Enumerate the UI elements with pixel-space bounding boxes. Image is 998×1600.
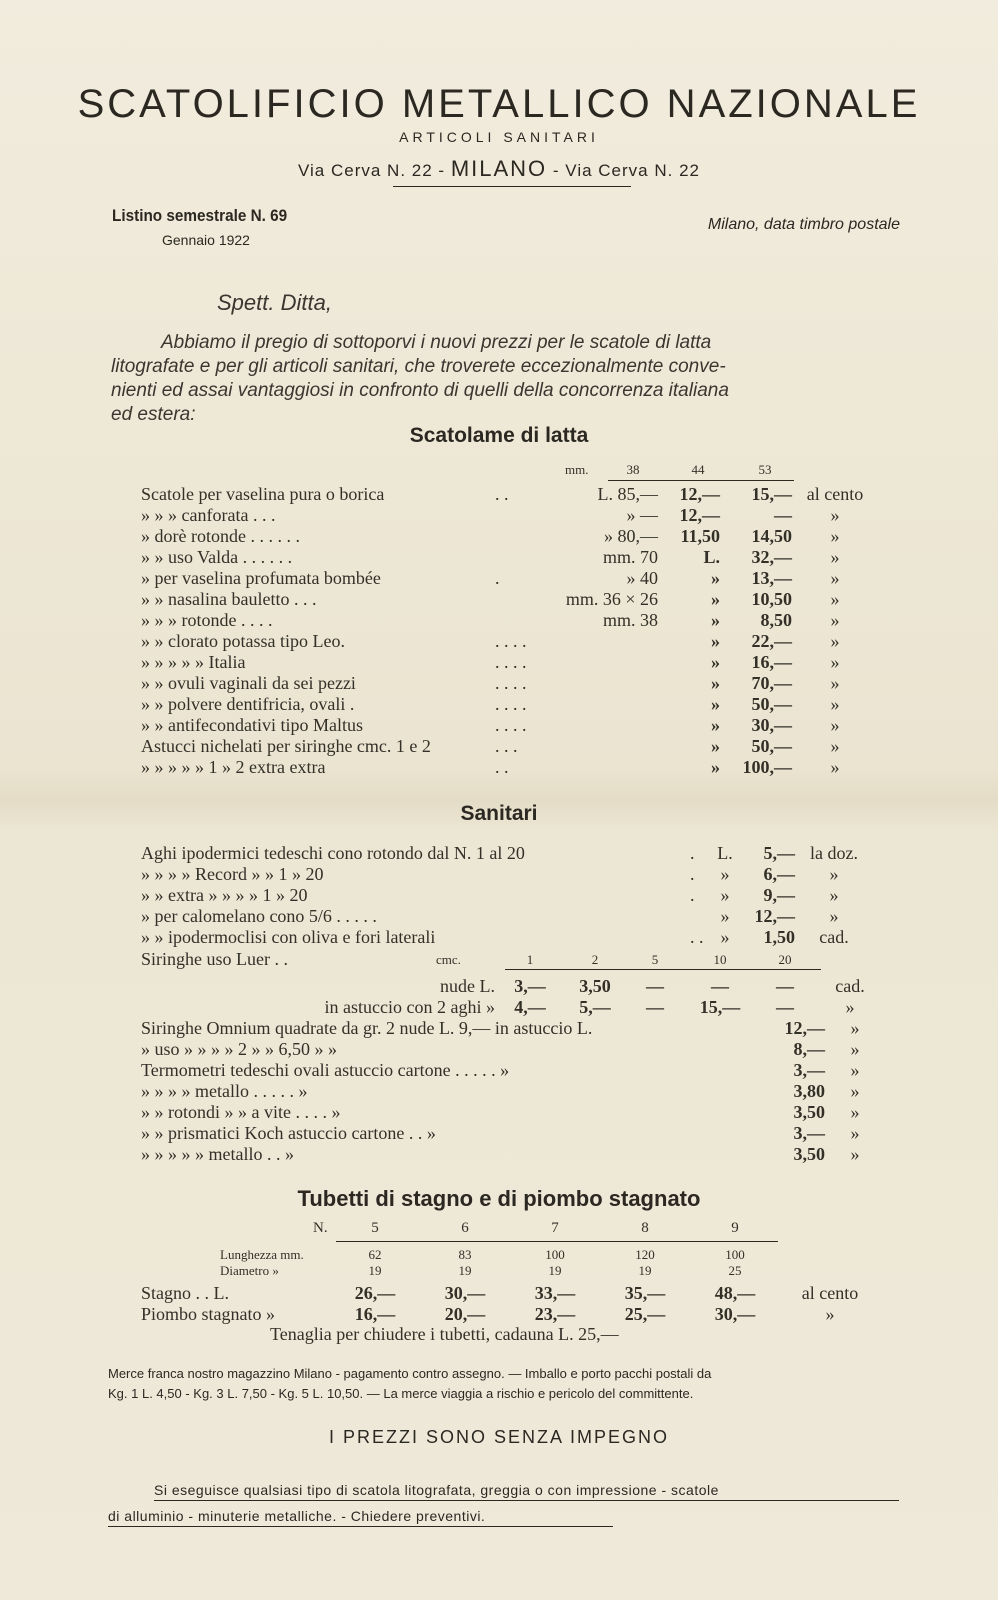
scatolame-row-dots: . . . .: [495, 673, 527, 693]
tubetti-stagno-price: 48,—: [714, 1283, 756, 1303]
company-address: [0, 156, 998, 182]
luer-row-value: 3,50: [579, 976, 611, 996]
sanitari-row-unit: cad.: [819, 927, 849, 947]
section-title-tubetti: Tubetti di stagno e di piombo stagnato: [297, 1186, 701, 1211]
scatolame-row-label: » » » canforata . . .: [141, 505, 276, 525]
tubetti-length: 100: [545, 1247, 565, 1262]
scatolame-row-dots: . . . .: [495, 694, 527, 714]
scatolame-row-col1: » —: [626, 505, 658, 525]
tubetti-piombo-price: 25,—: [624, 1304, 666, 1324]
tubetti-diameter: 19: [458, 1263, 472, 1278]
ad-line-2: di alluminio - minuterie metalliche. - Chiedere preventivi.: [108, 1508, 486, 1524]
place-date: Milano, data timbro postale: [707, 216, 900, 233]
ad-underline-2: [108, 1526, 613, 1527]
scatolame-row-unit: »: [830, 715, 840, 735]
luer-row-label: in astuccio con 2 aghi »: [324, 997, 495, 1017]
sanitari-row-price: 9,—: [763, 885, 795, 905]
scatolame-row-unit: »: [830, 631, 840, 651]
letter-line-1: Abbiamo il pregio di sottoporvi i nuovi prezzi per le scatole di latta: [161, 332, 712, 353]
scatolame-row-col2: »: [711, 568, 720, 588]
tenaglia-line: Tenaglia per chiudere i tubetti, cadauna L. 25,—: [270, 1324, 619, 1344]
scatolame-row-label: » » » » » Italia: [141, 652, 246, 672]
luer-label: Siringhe uso Luer . .: [141, 949, 288, 969]
sanitari-row-price: 5,—: [763, 843, 795, 863]
sanitari-row-dots: .: [690, 864, 695, 884]
sanitari-row-price: 12,—: [754, 906, 795, 926]
scatolame-row-label: » dorè rotonde . . . . . .: [141, 526, 300, 546]
scatolame-row-col3: 30,—: [751, 715, 792, 735]
tubetti-stagno-price: 30,—: [444, 1283, 486, 1303]
scatolame-row-col2: L.: [703, 547, 720, 567]
scatolame-row-dots: . . . .: [495, 715, 527, 735]
scatolame-row-col3: 13,—: [751, 568, 792, 588]
tubetti-col: 5: [371, 1220, 379, 1236]
sanitari-row-label: Aghi ipodermici tedeschi cono rotondo dal N. 1 al 20: [141, 843, 525, 863]
sanitari-row-unit: la doz.: [810, 843, 858, 863]
tubetti-piombo-price: 30,—: [714, 1304, 756, 1324]
sanitari-row-label: » uso » » » » 2 » » 6,50 » »: [141, 1039, 338, 1059]
sanitari-row-currency: »: [720, 885, 730, 905]
scatolame-row-col3: 14,50: [751, 526, 792, 546]
tubetti-stagno-price: 35,—: [624, 1283, 666, 1303]
scatolame-row-label: » » clorato potassa tipo Leo.: [141, 631, 345, 651]
scatolame-row-unit: »: [830, 694, 840, 714]
sanitari-row-dots: .: [690, 843, 695, 863]
tubetti-piombo-price: 16,—: [354, 1304, 396, 1324]
tubetti-col: 8: [641, 1220, 649, 1236]
scatolame-row-label: » » » rotonde . . . .: [141, 610, 273, 630]
scatolame-row-unit: »: [830, 505, 840, 525]
company-name: SCATOLIFICIO METALLICO NAZIONALE: [77, 82, 921, 126]
tubetti-stagno-unit: al cento: [801, 1283, 859, 1303]
salutation: Spett. Ditta,: [217, 290, 332, 315]
sanitari-row-label: Siringhe Omnium quadrate da gr. 2 nude L. 9,— in astuccio L.: [141, 1018, 593, 1038]
scatolame-row-dots: . .: [495, 757, 509, 777]
sanitari-row-currency: »: [720, 864, 730, 884]
scatolame-row-col1: » 80,—: [604, 526, 658, 546]
scatolame-row-label: » » nasalina bauletto . . .: [141, 589, 317, 609]
scatolame-row-label: » » » » » 1 » 2 extra extra: [141, 757, 326, 777]
luer-row-value: 5,—: [579, 997, 611, 1017]
tubetti-n-label: N.: [313, 1220, 328, 1236]
scatolame-row-col3: 50,—: [751, 694, 792, 714]
scatolame-row-col1: mm. 38: [602, 610, 658, 630]
sanitari-row-price: 8,—: [793, 1039, 825, 1059]
luer-col-1: 1: [526, 952, 534, 967]
scatolame-row-col2: »: [711, 673, 720, 693]
sanitari-row-price: 3,50: [793, 1144, 825, 1164]
sanitari-row-unit: »: [850, 1102, 860, 1122]
scatolame-row-label: » » ovuli vaginali da sei pezzi: [141, 673, 356, 693]
tubetti-stagno-label: Stagno . . L.: [141, 1283, 229, 1303]
scatolame-row-col2: »: [711, 631, 720, 651]
luer-row-value: —: [776, 997, 794, 1017]
tubetti-col: 9: [731, 1220, 739, 1236]
tubetti-diameter: 19: [638, 1263, 652, 1278]
scatolame-row-col3: 70,—: [751, 673, 792, 693]
section-title-scatolame: Scatolame di latta: [409, 424, 589, 447]
sanitari-row-dots: . .: [690, 927, 704, 947]
scatolame-head-38: 38: [626, 462, 640, 477]
luer-col-2: 2: [591, 952, 599, 967]
luer-row-value: 15,—: [699, 997, 741, 1017]
scatolame-row-col2: 11,50: [680, 526, 720, 546]
luer-row-value: —: [711, 976, 729, 996]
scatolame-row-col2: »: [711, 652, 720, 672]
luer-col-10: 10: [713, 952, 727, 967]
scatolame-row-label: » » polvere dentifricia, ovali .: [141, 694, 355, 714]
scatolame-row-col3: 32,—: [751, 547, 792, 567]
sanitari-row-label: » » extra » » » » 1 » 20: [141, 885, 308, 905]
letter-line-4: ed estera:: [111, 404, 196, 425]
scatolame-row-col2: »: [711, 715, 720, 735]
no-commitment-notice: I PREZZI SONO SENZA IMPEGNO: [328, 1427, 670, 1447]
scatolame-row-col2: 12,—: [679, 505, 720, 525]
sanitari-row-price: 6,—: [763, 864, 795, 884]
luer-row-value: —: [646, 997, 664, 1017]
tubetti-diameter: 19: [548, 1263, 562, 1278]
scatolame-row-col3: 10,50: [751, 589, 792, 609]
scatolame-row-unit: »: [830, 610, 840, 630]
scatolame-row-label: Astucci nichelati per siringhe cmc. 1 e 2: [141, 736, 431, 756]
scatolame-row-unit: »: [830, 736, 840, 756]
tubetti-piombo-price: 23,—: [534, 1304, 576, 1324]
sanitari-row-unit: »: [829, 864, 839, 884]
sanitari-row-price: 1,50: [763, 927, 795, 947]
tubetti-piombo-label: Piombo stagnato »: [141, 1304, 275, 1324]
luer-col-20: 20: [778, 952, 792, 967]
tubetti-length: 62: [368, 1247, 382, 1262]
tubetti-diameter: 19: [368, 1263, 382, 1278]
sanitari-row-label: Termometri tedeschi ovali astuccio cartone . . . . . »: [141, 1060, 510, 1080]
scatolame-row-unit: »: [830, 568, 840, 588]
sanitari-row-unit: »: [850, 1123, 860, 1143]
scatolame-row-col1: mm. 36 × 26: [565, 589, 658, 609]
address-left: Via Cerva N. 22 -: [298, 161, 446, 180]
luer-row-unit: cad.: [835, 976, 865, 996]
scatolame-head-mm: mm.: [565, 462, 589, 477]
letter-line-2: litografate e per gli articoli sanitari, che troverete eccezionalmente conve-: [111, 356, 726, 377]
header-rule: [393, 186, 631, 187]
scatolame-row-dots: . . .: [495, 736, 518, 756]
tubetti-length: 120: [635, 1247, 655, 1262]
sanitari-row-unit: »: [829, 906, 839, 926]
ad-line-1: Si eseguisce qualsiasi tipo di scatola litografata, greggia o con impressione - scatole: [154, 1482, 719, 1498]
scatolame-row-col3: 50,—: [751, 736, 792, 756]
scatolame-row-col1: mm. 70: [602, 547, 658, 567]
sanitari-row-price: 3,—: [793, 1123, 825, 1143]
sanitari-row-unit: »: [850, 1060, 860, 1080]
address-city: MILANO: [450, 156, 548, 181]
sanitari-row-price: 3,80: [793, 1081, 825, 1101]
scatolame-row-label: » per vaselina profumata bombée: [141, 568, 381, 588]
scatolame-row-col3: 15,—: [751, 484, 792, 504]
sanitari-row-unit: »: [850, 1081, 860, 1101]
scatolame-row-col3: 22,—: [751, 631, 792, 651]
luer-col-5: 5: [651, 952, 659, 967]
scatolame-row-col2: »: [711, 610, 720, 630]
luer-row-value: 3,—: [514, 976, 546, 996]
tubetti-head-rule: [336, 1241, 778, 1242]
sanitari-row-label: » » rotondi » » a vite . . . . »: [141, 1102, 341, 1122]
scatolame-row-col1: L. 85,—: [597, 484, 658, 504]
tubetti-col: 6: [461, 1220, 469, 1236]
luer-row-value: —: [776, 976, 794, 996]
tubetti-length: 83: [458, 1247, 472, 1262]
scatolame-row-col2: »: [711, 736, 720, 756]
luer-row-value: —: [646, 976, 664, 996]
sanitari-row-unit: »: [850, 1018, 860, 1038]
tubetti-diameter-label: Diametro »: [220, 1263, 279, 1278]
section-title-sanitari: Sanitari: [460, 802, 538, 825]
scatolame-row-col2: »: [711, 694, 720, 714]
scatolame-row-unit: »: [830, 547, 840, 567]
scatolame-row-col3: 100,—: [742, 757, 792, 777]
scatolame-row-unit: »: [830, 757, 840, 777]
tubetti-col: 7: [551, 1220, 559, 1236]
sanitari-row-currency: »: [720, 927, 730, 947]
tubetti-length: 100: [725, 1247, 745, 1262]
sanitari-row-currency: L.: [717, 843, 733, 863]
scatolame-row-label: » » antifecondativi tipo Maltus: [141, 715, 363, 735]
sanitari-row-price: 3,50: [793, 1102, 825, 1122]
sanitari-row-label: » » » » metallo . . . . . »: [141, 1081, 308, 1101]
scatolame-row-dots: . .: [495, 484, 509, 504]
luer-row-unit: »: [845, 997, 855, 1017]
luer-row-value: 4,—: [514, 997, 546, 1017]
tubetti-stagno-price: 26,—: [354, 1283, 396, 1303]
ad-underline-1: [154, 1500, 899, 1501]
list-date: Gennaio 1922: [162, 232, 250, 248]
sanitari-row-label: » per calomelano cono 5/6 . . . . .: [141, 906, 377, 926]
scatolame-row-col2: »: [711, 757, 720, 777]
scatolame-row-col3: 8,50: [760, 610, 792, 630]
address-right: - Via Cerva N. 22: [552, 161, 700, 180]
sanitari-row-unit: »: [829, 885, 839, 905]
company-subtitle: ARTICOLI SANITARI: [399, 129, 599, 145]
tubetti-stagno-price: 33,—: [534, 1283, 576, 1303]
scatolame-row-col2: 12,—: [679, 484, 720, 504]
scatolame-row-col3: —: [774, 505, 792, 525]
tubetti-piombo-price: 20,—: [444, 1304, 486, 1324]
sanitari-row-dots: .: [690, 885, 695, 905]
scatolame-head-44: 44: [691, 462, 705, 477]
scatolame-head-rule: [608, 480, 794, 481]
scatolame-row-label: Scatole per vaselina pura o borica: [141, 484, 385, 504]
sanitari-row-price: 12,—: [784, 1018, 825, 1038]
scatolame-row-unit: »: [830, 526, 840, 546]
tubetti-length-label: Lunghezza mm.: [220, 1247, 304, 1262]
scatolame-row-label: » » uso Valda . . . . . .: [141, 547, 293, 567]
scatolame-row-unit: »: [830, 589, 840, 609]
scatolame-row-dots: . . . .: [495, 631, 527, 651]
sanitari-row-label: » » prismatici Koch astuccio cartone . . »: [141, 1123, 436, 1143]
sanitari-row-unit: »: [850, 1039, 860, 1059]
scatolame-row-col2: »: [711, 589, 720, 609]
scatolame-row-unit: al cento: [806, 484, 864, 504]
sanitari-row-label: » » ipodermoclisi con oliva e fori laterali: [141, 927, 436, 947]
luer-cmc: cmc.: [436, 952, 461, 967]
scatolame-row-unit: »: [830, 652, 840, 672]
sanitari-row-unit: »: [850, 1144, 860, 1164]
scatolame-head-53: 53: [758, 462, 772, 477]
tubetti-piombo-unit: »: [825, 1304, 835, 1324]
sanitari-row-label: » » » » » metallo . . »: [141, 1144, 294, 1164]
sanitari-row-label: » » » » Record » » 1 » 20: [141, 864, 324, 884]
luer-row-label: nude L.: [440, 976, 495, 996]
scatolame-row-col3: 16,—: [751, 652, 792, 672]
scatolame-row-dots: .: [495, 568, 500, 588]
scatolame-row-col1: » 40: [626, 568, 658, 588]
scatolame-row-dots: . . . .: [495, 652, 527, 672]
letter-line-3: nienti ed assai vantaggiosi in confronto di quelli della concorrenza italiana: [111, 380, 729, 401]
luer-head-rule: [505, 969, 821, 970]
scatolame-row-unit: »: [830, 673, 840, 693]
footer-note-1: Merce franca nostro magazzino Milano - pagamento contro assegno. — Imballo e porto pacchi postali da: [108, 1366, 712, 1381]
footer-note-2: Kg. 1 L. 4,50 - Kg. 3 L. 7,50 - Kg. 5 L. 10,50. — La merce viaggia a rischio e pericolo del committente.: [108, 1386, 694, 1401]
tubetti-diameter: 25: [728, 1263, 742, 1278]
list-label: Listino semestrale N. 69: [112, 206, 288, 225]
sanitari-row-price: 3,—: [793, 1060, 825, 1080]
sanitari-row-currency: »: [720, 906, 730, 926]
